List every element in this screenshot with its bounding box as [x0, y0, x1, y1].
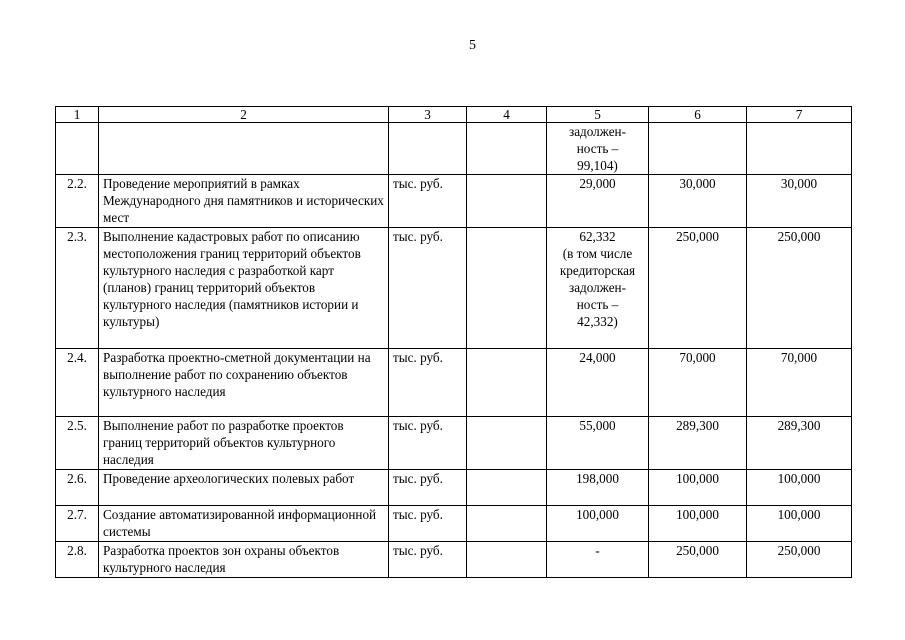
activity-name-cell: Разработка проектов зон охраны объектов культурного наследия: [99, 542, 389, 578]
column-7-cell: 100,000: [747, 506, 852, 542]
activity-name-cell: Выполнение работ по разработке проектов границ территорий объектов культурного наследия: [99, 417, 389, 470]
column-6-cell: [649, 123, 747, 175]
activity-name-cell: Выполнение кадастровых работ по описанию местоположения границ территорий объектов культурного наследия с разработкой карт (планов) границ территорий объектов культурного наследия (памятников истории и культуры): [99, 228, 389, 349]
table-row: [56, 228, 852, 349]
page-number: 5: [469, 38, 476, 53]
unit-cell: тыс. руб.: [389, 506, 467, 542]
column-6-cell: 289,300: [649, 417, 747, 470]
column-6-cell: 250,000: [649, 228, 747, 349]
column-5-cell: 29,000: [547, 175, 649, 228]
column-header: 5: [547, 107, 649, 123]
table-body: [56, 123, 852, 578]
unit-cell: тыс. руб.: [389, 417, 467, 470]
unit-cell: тыс. руб.: [389, 228, 467, 349]
column-5-cell: 62,332 (в том числе кредиторская задолжен- ность – 42,332): [547, 228, 649, 349]
row-number-cell: 2.8.: [56, 542, 99, 578]
row-number-cell: 2.3.: [56, 228, 99, 349]
column-header: 4: [467, 107, 547, 123]
unit-cell: тыс. руб.: [389, 175, 467, 228]
row-number-cell: 2.5.: [56, 417, 99, 470]
unit-cell: [389, 123, 467, 175]
column-7-cell: 289,300: [747, 417, 852, 470]
column-6-cell: 70,000: [649, 349, 747, 417]
unit-cell: тыс. руб.: [389, 542, 467, 578]
row-number-cell: 2.7.: [56, 506, 99, 542]
row-number-cell: [56, 123, 99, 175]
table-row: [56, 542, 852, 578]
column-header: 3: [389, 107, 467, 123]
column-7-cell: 250,000: [747, 542, 852, 578]
column-6-cell: 100,000: [649, 506, 747, 542]
column-5-cell: 24,000: [547, 349, 649, 417]
column-4-cell: [467, 228, 547, 349]
unit-cell: тыс. руб.: [389, 349, 467, 417]
activity-name-cell: Разработка проектно-сметной документации на выполнение работ по сохранению объектов культурного наследия: [99, 349, 389, 417]
activity-name-cell: Проведение археологических полевых работ: [99, 470, 389, 506]
column-7-cell: 250,000: [747, 228, 852, 349]
column-5-cell: задолжен- ность – 99,104): [547, 123, 649, 175]
column-6-cell: 100,000: [649, 470, 747, 506]
column-4-cell: [467, 417, 547, 470]
table-row: [56, 506, 852, 542]
column-4-cell: [467, 123, 547, 175]
column-5-cell: 198,000: [547, 470, 649, 506]
column-5-cell: -: [547, 542, 649, 578]
table-row: [56, 417, 852, 470]
column-header: 6: [649, 107, 747, 123]
column-7-cell: [747, 123, 852, 175]
table-row: [56, 470, 852, 506]
program-table: [55, 106, 852, 578]
unit-cell: тыс. руб.: [389, 470, 467, 506]
activity-name-cell: Создание автоматизированной информационной системы: [99, 506, 389, 542]
row-number-cell: 2.4.: [56, 349, 99, 417]
activity-name-cell: Проведение мероприятий в рамках Международного дня памятников и исторических мест: [99, 175, 389, 228]
column-4-cell: [467, 175, 547, 228]
column-4-cell: [467, 470, 547, 506]
table-row: [56, 175, 852, 228]
column-6-cell: 250,000: [649, 542, 747, 578]
column-5-cell: 100,000: [547, 506, 649, 542]
column-5-cell: 55,000: [547, 417, 649, 470]
row-number-cell: 2.2.: [56, 175, 99, 228]
table-row: [56, 123, 852, 175]
column-4-cell: [467, 506, 547, 542]
header-row: [56, 107, 852, 123]
column-7-cell: 70,000: [747, 349, 852, 417]
row-number-cell: 2.6.: [56, 470, 99, 506]
column-header: 1: [56, 107, 99, 123]
column-4-cell: [467, 542, 547, 578]
column-7-cell: 100,000: [747, 470, 852, 506]
table-row: [56, 349, 852, 417]
column-header: 2: [99, 107, 389, 123]
column-4-cell: [467, 349, 547, 417]
column-header: 7: [747, 107, 852, 123]
column-7-cell: 30,000: [747, 175, 852, 228]
activity-name-cell: [99, 123, 389, 175]
column-6-cell: 30,000: [649, 175, 747, 228]
